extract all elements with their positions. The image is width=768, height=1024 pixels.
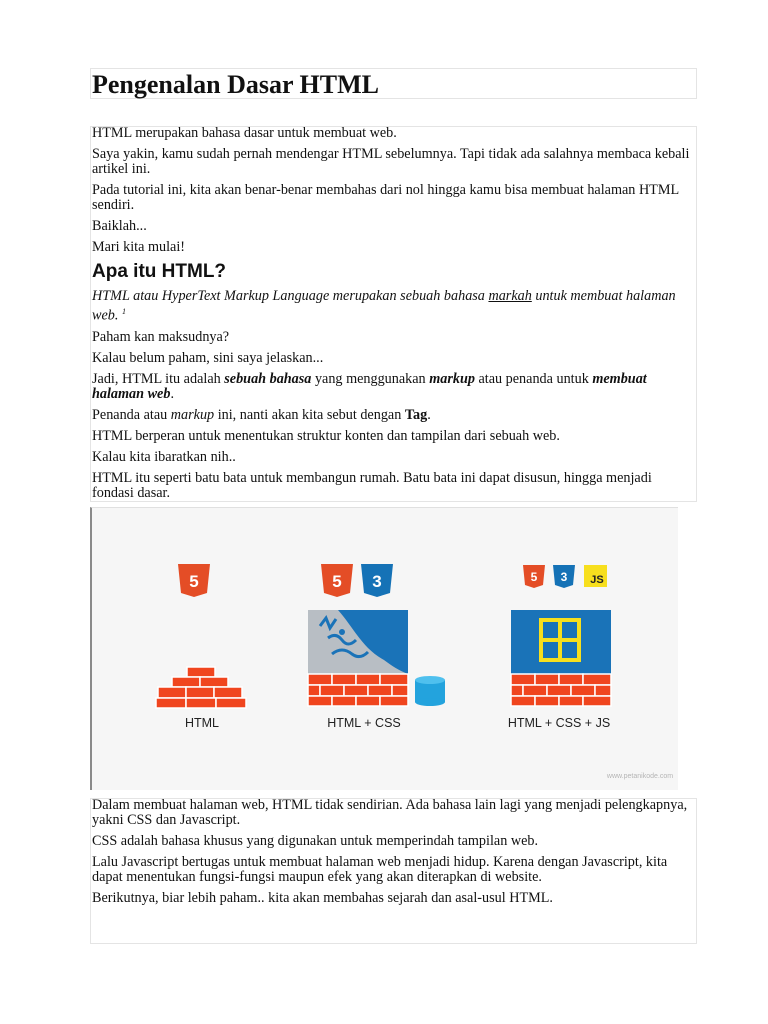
paragraph	[92, 372, 696, 402]
paragraph: Paham kan maksudnya?	[92, 328, 230, 345]
svg-text:3: 3	[560, 570, 568, 584]
emphasis: Tag	[404, 406, 428, 423]
emphasis: markup	[429, 370, 475, 387]
definition-text: HTML atau HyperText Markup Language merupakan sebuah bahasa	[92, 288, 489, 304]
paragraph: Baiklah...	[92, 218, 147, 234]
svg-text:3: 3	[372, 572, 382, 591]
paragraph	[92, 408, 696, 423]
paragraph: HTML itu seperti batu bata untuk membangun rumah. Batu bata ini dapat disusun, hingga menjadi fondasi dasar.	[92, 469, 652, 501]
paragraph: CSS adalah bahasa khusus yang digunakan untuk memperindah tampilan web.	[92, 833, 539, 849]
css3-icon	[553, 565, 575, 588]
emphasis: membuat halaman web	[92, 370, 647, 402]
brick-pile	[156, 667, 246, 708]
svg-text:5: 5	[332, 572, 342, 591]
title-box	[90, 68, 697, 99]
page-title: Pengenalan Dasar HTML	[92, 70, 379, 99]
html5-icon	[178, 564, 210, 597]
emphasis: sebuah bahasa	[224, 370, 312, 387]
footnote-ref[interactable]: 1	[121, 307, 126, 316]
svg-text:JS: JS	[590, 574, 604, 586]
svg-text:5: 5	[530, 570, 538, 584]
definition-text: untuk membuat halaman web.	[92, 288, 676, 324]
paragraph: Saya yakin, kamu sudah pernah mendengar HTML sebelumnya. Tapi tidak ada salahnya membaca kebali artikel ini.	[92, 146, 690, 177]
house-wall-with-window	[511, 610, 611, 674]
paragraph: Pada tutorial ini, kita akan benar-benar membahas dari nol hingga kamu bisa membuat halaman HTML sendiri.	[92, 182, 679, 213]
paragraph: Mari kita mulai!	[92, 239, 185, 255]
paragraph: Dalam membuat halaman web, HTML tidak sendirian. Ada bahasa lain lagi yang menjadi pelengkapnya, yakni CSS dan Javascript.	[92, 797, 688, 828]
brick-wall	[308, 674, 408, 706]
js-icon	[584, 565, 607, 587]
caption-html-css: HTML + CSS	[327, 716, 401, 730]
paragraph: Kalau kita ibaratkan nih..	[92, 448, 236, 465]
markah-link[interactable]: markah	[488, 288, 532, 304]
text: yang menggunakan	[311, 370, 430, 387]
section-heading: Apa itu HTML?	[92, 261, 227, 282]
intro-section	[90, 126, 697, 502]
paragraph: HTML berperan untuk menentukan struktur konten dan tampilan dari sebuah web.	[92, 427, 560, 444]
caption-html: HTML	[184, 716, 220, 730]
text: atau penanda untuk	[474, 370, 593, 387]
text: Penanda atau	[92, 406, 171, 423]
css3-icon	[361, 564, 393, 597]
emphasis: markup	[170, 406, 215, 423]
paragraph: Kalau belum paham, sini saya jelaskan...	[92, 349, 324, 366]
html5-icon	[523, 565, 545, 588]
brick-wall	[511, 674, 611, 706]
definition-paragraph	[92, 289, 696, 324]
text: ini, nanti akan kita sebut dengan	[214, 406, 405, 423]
painted-wall	[308, 610, 408, 674]
text: .	[170, 385, 174, 402]
text: .	[427, 406, 431, 423]
css-js-section	[90, 798, 697, 944]
paint-bucket-icon	[415, 676, 445, 706]
html5-icon	[321, 564, 353, 597]
text: Jadi, HTML itu adalah	[92, 370, 225, 387]
watermark: www.petanikode.com	[606, 773, 674, 780]
caption-html-css-js: HTML + CSS + JS	[507, 716, 611, 730]
paragraph: Berikutnya, biar lebih paham.. kita akan membahas sejarah dan asal-usul HTML.	[92, 890, 553, 906]
illustration-svg	[92, 508, 678, 790]
paragraph: HTML merupakan bahasa dasar untuk membuat web.	[92, 125, 397, 141]
html-css-js-illustration	[90, 507, 678, 790]
svg-text:5: 5	[189, 572, 199, 591]
paragraph: Lalu Javascript bertugas untuk membuat halaman web menjadi hidup. Karena dengan Javascript, kita dapat menentukan fungsi-fungsi maupun efek yang akan diterapkan di website.	[92, 854, 668, 885]
